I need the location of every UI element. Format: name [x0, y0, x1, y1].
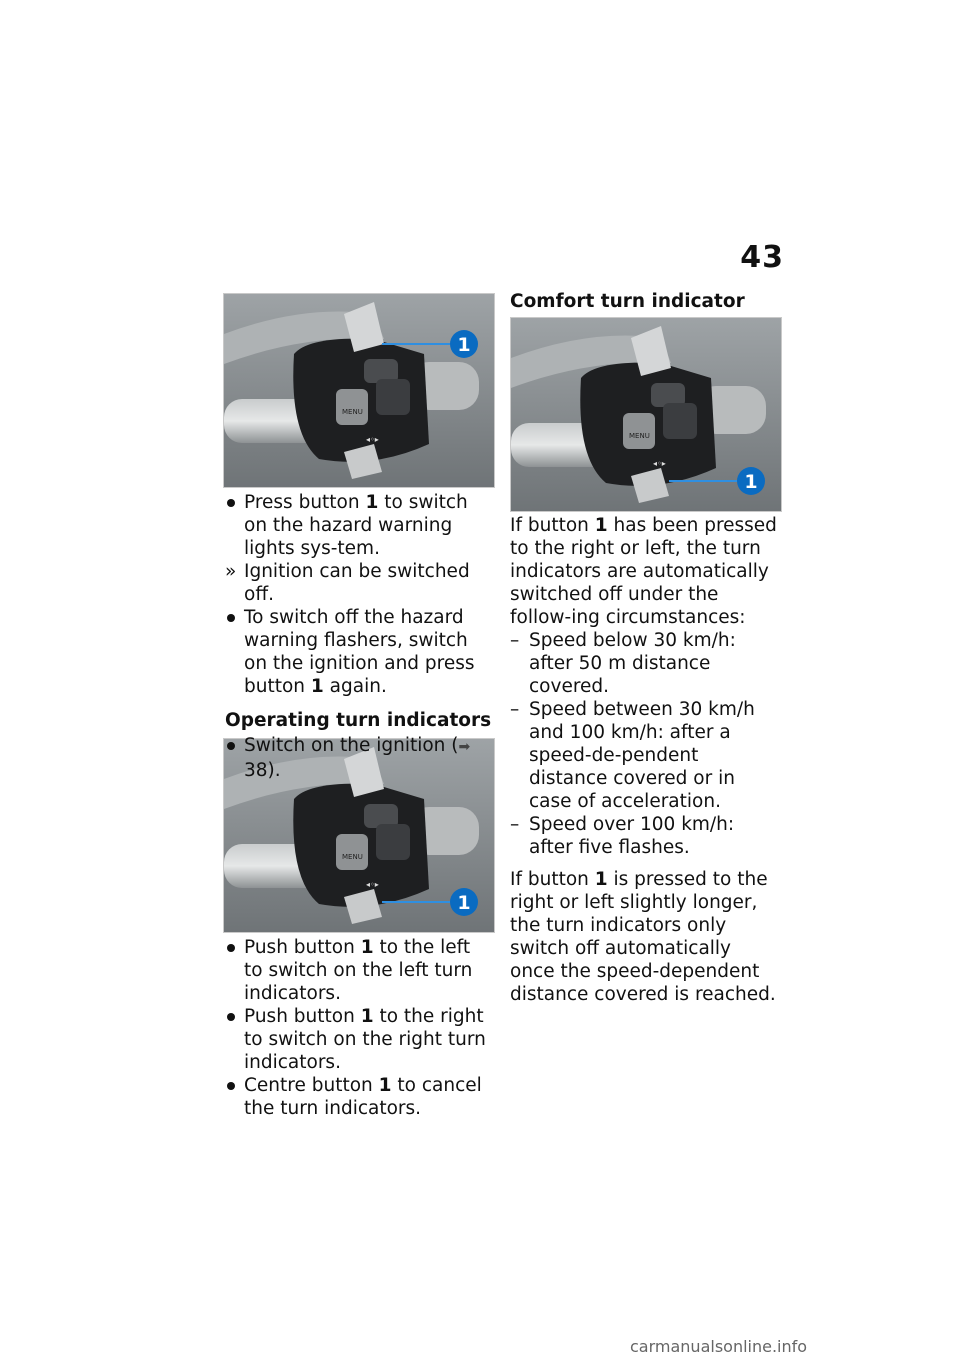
list-item	[225, 1074, 493, 1120]
ref-number: 1	[310, 676, 324, 697]
para-text: If button	[510, 515, 595, 536]
item-text: Speed between 30 km/h and 100 km/h: after a speed-de-pendent distance covered or in case of acceleration.	[529, 699, 755, 812]
list-item	[225, 491, 493, 560]
ref-number: 1	[365, 492, 379, 513]
item-text: Press button	[244, 492, 366, 513]
item-text: Speed over 100 km/h: after five flashes.	[529, 814, 735, 858]
item-text: again.	[323, 676, 387, 697]
item-text: 38).	[244, 760, 281, 781]
ref-number: 1	[594, 869, 608, 890]
item-text: Ignition can be switched off.	[244, 561, 470, 605]
ref-number: 1	[594, 515, 608, 536]
arrow-right-icon: ➡	[458, 739, 471, 755]
menu-label: MENU	[629, 432, 650, 440]
arrows-label: ◂◦▸	[366, 880, 379, 889]
para-text: is pressed to the right or left slightly longer, the turn indicators only switch off automatically once the speed-dependent distance covered is reached.	[510, 869, 776, 1005]
item-text: Push button	[244, 937, 361, 958]
dash-item	[510, 813, 778, 859]
dash-marker: –	[510, 630, 520, 651]
item-text: to the right to switch on the right turn indicators.	[244, 1006, 486, 1073]
callout-number: 1	[457, 334, 471, 356]
switch-cluster-photo	[511, 318, 781, 511]
dash-item	[510, 698, 778, 813]
figure-comfort-indicator-switch	[510, 317, 782, 512]
dash-marker: –	[510, 699, 520, 720]
ref-number: 1	[378, 1075, 392, 1096]
callout-number: 1	[457, 892, 471, 914]
figure-hazard-switch	[223, 293, 495, 488]
page-number: 43	[740, 240, 784, 275]
para-text: has been pressed to the right or left, the turn indicators are automatically switched off under the follow-ing circumstances:	[510, 515, 777, 628]
list-item	[225, 606, 493, 698]
menu-label: MENU	[342, 853, 363, 861]
comfort-heading-block	[510, 290, 780, 313]
list-item	[225, 734, 493, 782]
hazard-instructions	[225, 491, 493, 782]
arrows-label: ◂◦▸	[653, 459, 666, 468]
list-item-result	[225, 560, 493, 606]
item-text: To switch off the hazard warning flashers, switch on the ignition and press button	[244, 607, 475, 697]
watermark-link[interactable]: carmanualsonline.info	[630, 1337, 808, 1356]
paragraph	[510, 868, 778, 1006]
item-text: Push button	[244, 1006, 361, 1027]
para-text: If button	[510, 869, 595, 890]
arrows-label: ◂◦▸	[366, 435, 379, 444]
menu-label: MENU	[342, 408, 363, 416]
comfort-instructions	[510, 514, 778, 1006]
item-text: Speed below 30 km/h: after 50 m distance covered.	[529, 630, 736, 697]
callout-number: 1	[744, 471, 758, 493]
paragraph	[510, 514, 778, 629]
ref-number: 1	[360, 1006, 374, 1027]
item-text: Centre button	[244, 1075, 379, 1096]
list-item	[225, 936, 493, 1005]
section-heading-operating: Operating turn indicators	[225, 710, 492, 731]
turn-indicator-instructions	[225, 936, 493, 1120]
item-text: to switch on the hazard warning lights sys-tem.	[244, 492, 468, 559]
section-heading-comfort: Comfort turn indicator	[510, 291, 745, 312]
item-text: to the left to switch on the left turn indicators.	[244, 937, 473, 1004]
dash-item	[510, 629, 778, 698]
switch-cluster-photo	[224, 294, 494, 487]
item-text: Switch on the ignition (	[244, 735, 459, 756]
ref-number: 1	[360, 937, 374, 958]
list-item	[225, 1005, 493, 1074]
dash-marker: –	[510, 814, 520, 835]
result-marker: »	[225, 561, 237, 582]
item-text: to cancel the turn indicators.	[244, 1075, 482, 1119]
